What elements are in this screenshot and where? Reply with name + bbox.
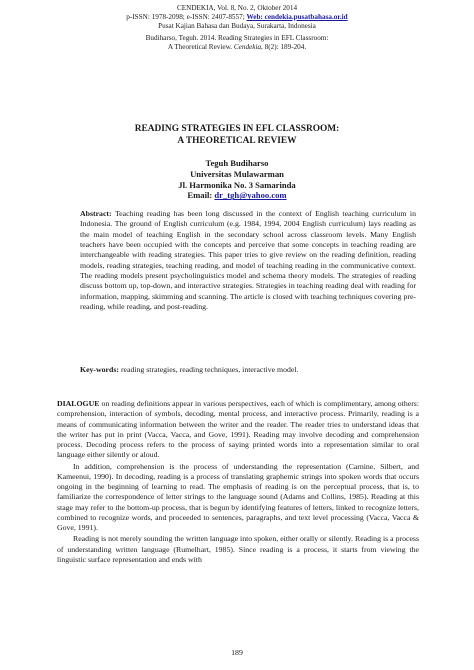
issn-text: p-ISSN: 1978-2098; e-ISSN: 2407-8557;	[126, 13, 245, 21]
author-email-link[interactable]: dr_tgh@yahoo.com	[214, 190, 287, 201]
paragraph-1-text: on reading definitions appear in various perspectives, each of which is complimentary, among others: comprehension, interaction of symbols, decoding, mental process, and interactive process. Primarily, reading is a means of communicating information between the writer and the reader. The reader tries to understand ideas that the writer has put in print (Vacca, Vacca, and Gove, 1991). Reading may involve decoding and comprehension process. Decoding process refers to the process of saying printed words into a representation similar to oral language either silently or aloud.	[57, 399, 419, 460]
author-block	[0, 158, 474, 201]
citation-line-1: Budiharso, Teguh. 2014. Reading Strategies in EFL Classroom:	[145, 34, 329, 42]
body-paragraph-1	[57, 399, 419, 461]
body-text	[57, 399, 419, 566]
title-line-1: READING STRATEGIES IN EFL CLASSROOM:	[134, 124, 340, 134]
author-name: Teguh Budiharso	[205, 158, 269, 168]
email-label: Email:	[187, 190, 213, 201]
lead-word: DIALOGUE	[57, 399, 100, 408]
body-paragraph-3: Reading is not merely sounding the written language into spoken, either orally or silently. Reading is a process of understanding written language (Rumelhart, 1985). Since reading is a process, it starts from viewing the linguistic surface representation and ends with	[57, 534, 419, 564]
keywords	[80, 365, 416, 375]
issn-line	[0, 13, 474, 22]
citation-line-2	[0, 43, 474, 52]
citation-journal: Cendekia,	[233, 43, 263, 51]
abstract-text: Teaching reading has been long discussed in the context of English teaching curriculum in Indonesia. The ground of English curriculum (e.g. 1984, 1994, 2004 English curriculum) lays reading as the main model of teaching English in the secondary school across classroom levels. Many English teachers have been occupied with the concepts and perceive that some concepts in teaching reading are interchangeable with reading strategies. This paper tries to give review on the reading definition, reading models, reading strategies, teaching reading, and model of teaching reading in the communicative context. The reading models present psycholinguistics model and schema theory models. The strategies of reading discuss bottom up, top-down, and interactive strategies. Strategies in teaching reading deal with reading for information, mapping, skimming and scanning. The article is closed with teaching techniques covering pre-reading, while reading, and post-reading.	[80, 209, 416, 312]
paper-title	[0, 124, 474, 147]
citation-volume: 8(2): 189-204.	[264, 43, 307, 51]
page-number: 189	[231, 648, 243, 657]
body-paragraph-2: In addition, comprehension is the process of understanding the representation (Carnine, Silbert, and Kameenui, 1990). In decoding, reading is a process of translating graphemic strings into spoken words that occurs ongoing in the beginning of learning to read. The emphasis of reading is on the perceptual process, that is, to familiarize the correspondence of letter strings to the language sound (Adams and Collins, 1985). Reading at this stage may refer to the bottom-up process, that is begun by identifying features of letters, linked to recognize letters, combined to recognize words, and proceeded to sentences, paragraphs, and text level processing (Vacca, Vacca & Gove, 1991).	[57, 461, 419, 532]
author-email-line	[0, 190, 474, 201]
citation-title-tail: A Theoretical Review.	[167, 43, 233, 51]
journal-line: CENDEKIA, Vol. 8, No. 2, Oktober 2014	[176, 4, 298, 12]
keywords-text: reading strategies, reading techniques, interactive model.	[120, 365, 299, 374]
author-address: Jl. Harmonika No. 3 Samarinda	[178, 179, 296, 190]
author-affiliation: Universitas Mulawarman	[190, 168, 284, 179]
abstract	[80, 209, 416, 312]
publisher-line: Pusat Kajian Bahasa dan Budaya, Surakarta, Indonesia	[158, 22, 316, 30]
journal-web-link[interactable]: Web: cendekia.pusatbahasa.or.id	[246, 13, 348, 21]
abstract-label: Abstract:	[80, 209, 112, 218]
title-line-2: A THEORETICAL REVIEW	[177, 135, 297, 146]
keywords-label: Key-words:	[80, 365, 119, 374]
